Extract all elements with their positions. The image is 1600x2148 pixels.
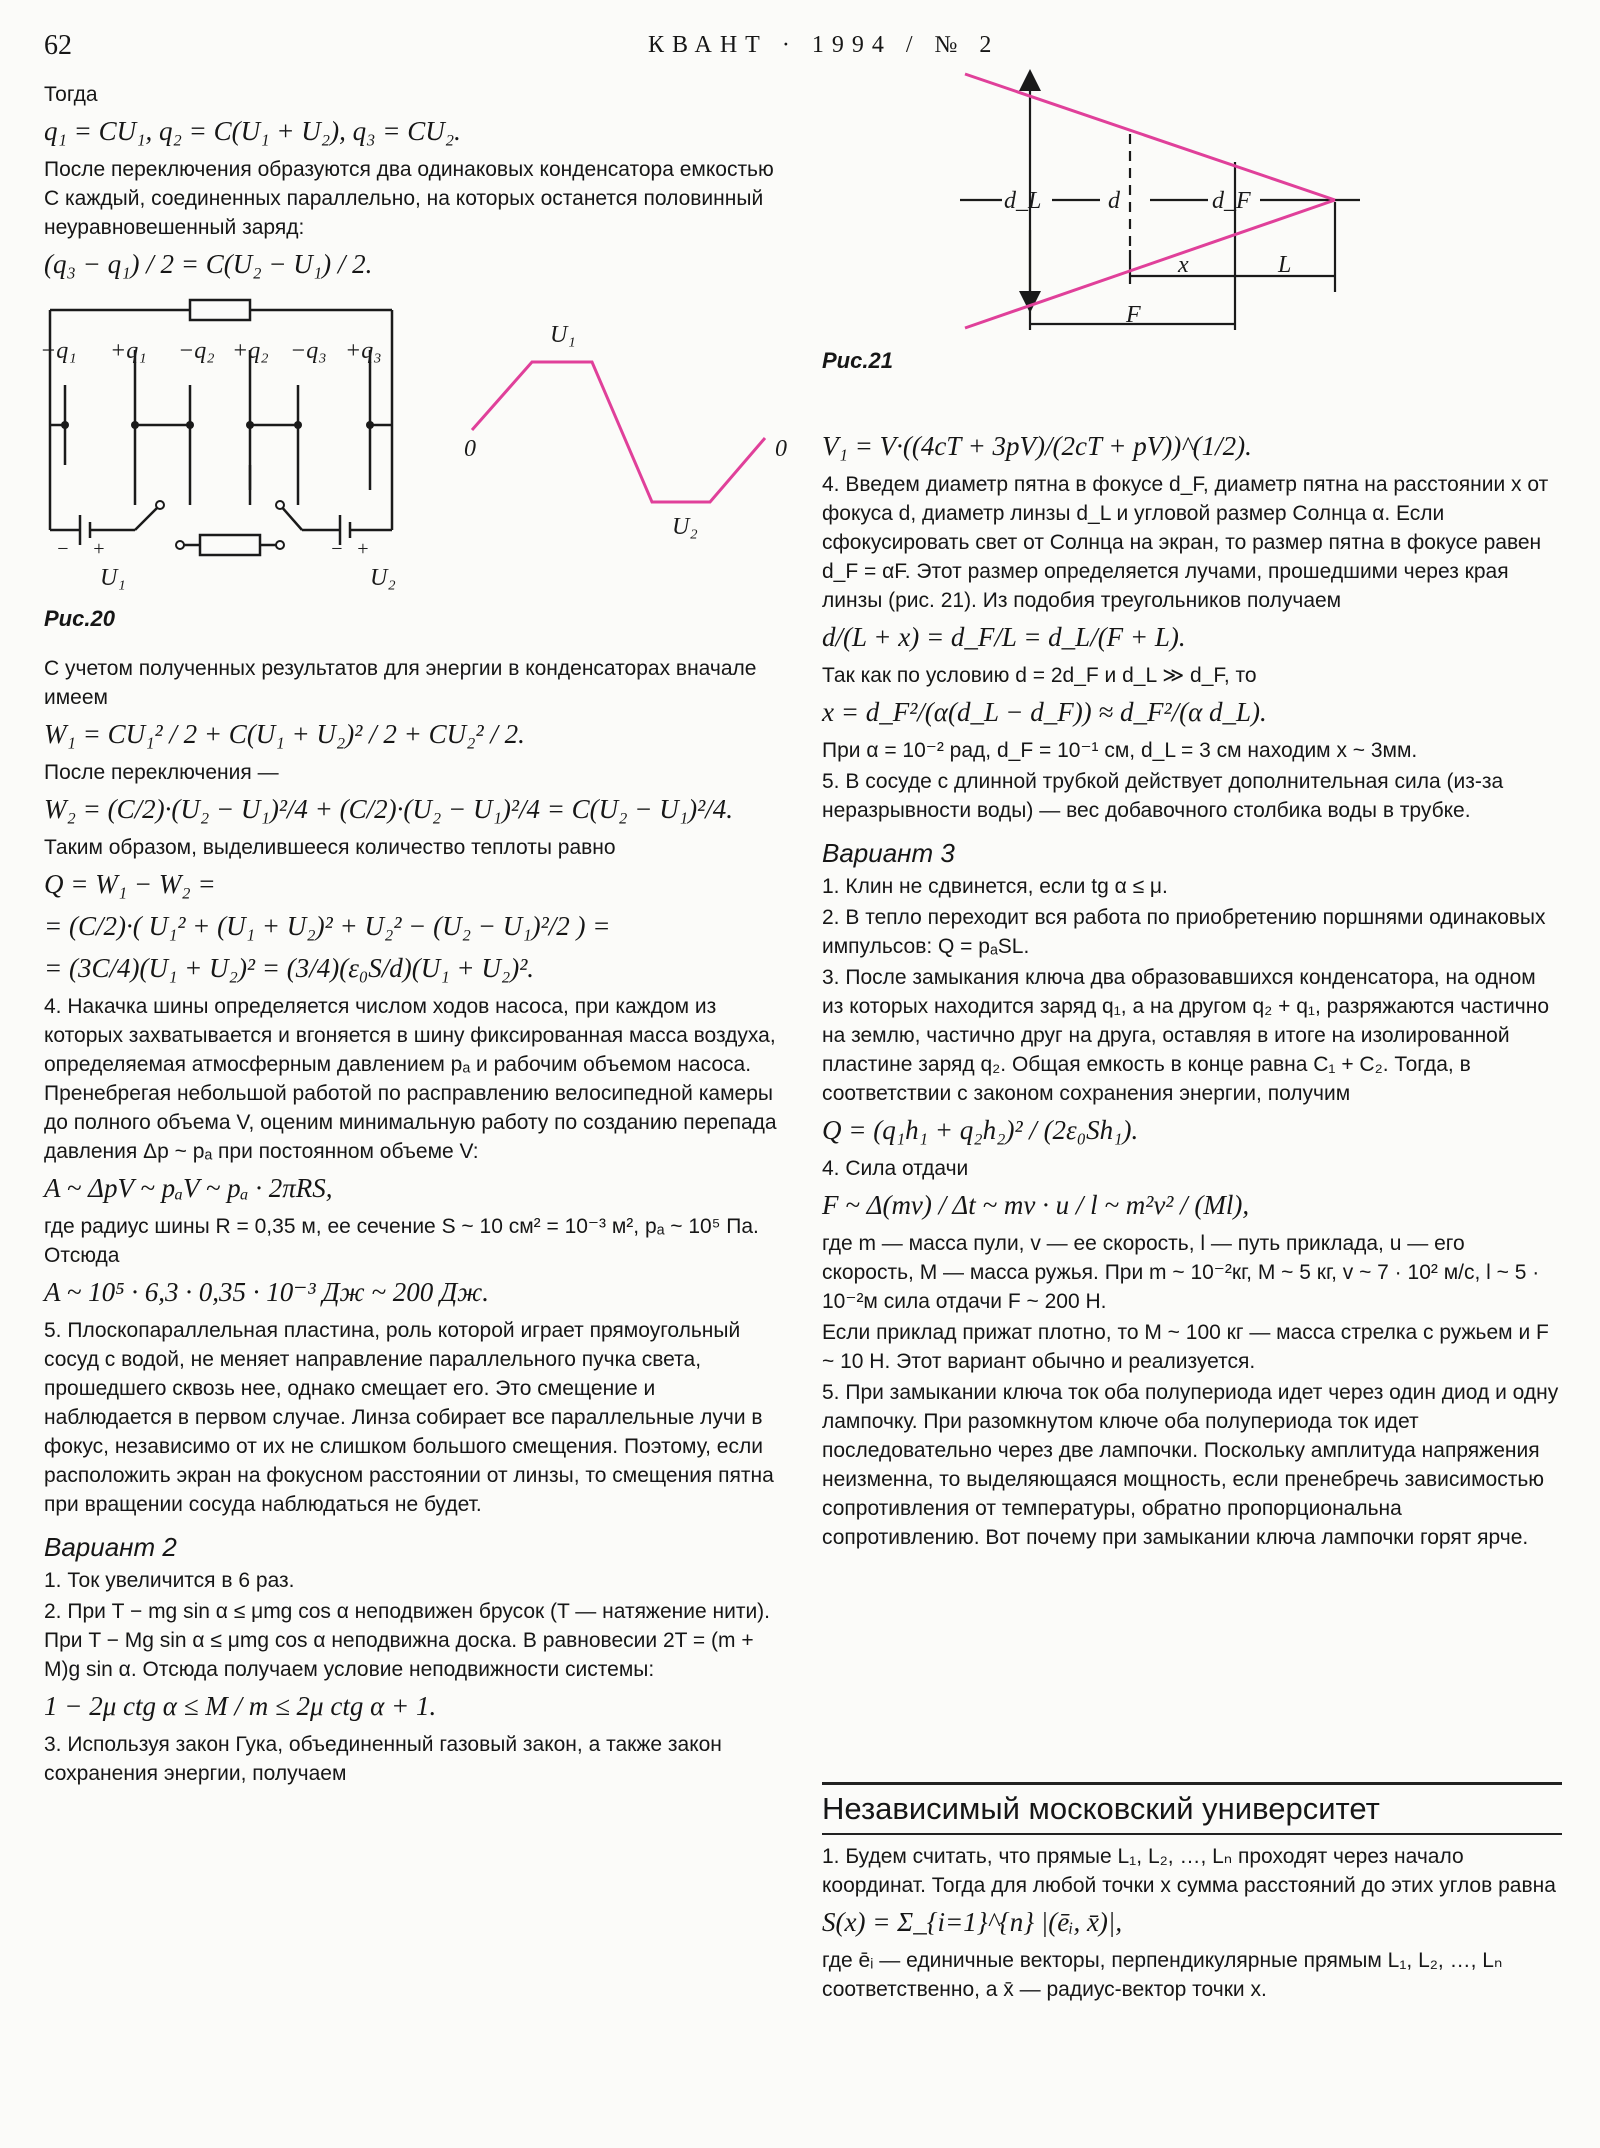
formula: Q = W₁ − W₂ = xyxy=(44,869,216,899)
svg-text:+: + xyxy=(92,538,106,560)
formula: W₁ = CU₁² / 2 + C(U₁ + U₂)² / 2 + CU₂² / 2. xyxy=(44,719,525,749)
figure-20-caption: Рис.20 xyxy=(44,606,115,631)
resistor-top xyxy=(190,300,250,320)
paragraph: 4. Введем диаметр пятна в фокусе d_F, диаметр пятна на расстоянии x от фокуса d, диаметр линзы d_L и угловой размер Солнца α. Если сфокусировать свет от Солнца на экран, то размер пятна в фокусе равен d_F = αF. Этот размер определяется лучами, прошедшими через края линзы (рис. 21). Из подобия треугольников получаем xyxy=(822,473,1549,612)
paragraph: С учетом полученных результатов для энергии в конденсаторах вначале имеем xyxy=(44,657,757,709)
paragraph: 1. Ток увеличится в 6 раз. xyxy=(44,1569,295,1592)
plate-label: −q₁ xyxy=(40,338,77,364)
optics-label: d xyxy=(1108,188,1120,214)
running-title: КВАНТ · 1994 / № 2 xyxy=(648,32,1000,58)
left-column-main xyxy=(44,654,779,1790)
paragraph: 1. Будем считать, что прямые L₁, L₂, …, Lₙ проходят через начало координат. Тогда для любой точки x сумма расстояний до этих углов равна xyxy=(822,1845,1556,1897)
formula: W₂ = (C/2)·(U₂ − U₁)²/4 + (C/2)·(U₂ − U₁)²/4 = C(U₂ − U₁)²/4. xyxy=(44,794,733,824)
formula: Q = (q₁h₁ + q₂h₂)² / (2ε₀Sh₁). xyxy=(822,1115,1139,1145)
graph-label: 0 xyxy=(464,436,476,462)
plate-label: −q₂ xyxy=(178,338,215,364)
paragraph: 4. Накачка шины определяется числом ходов насоса, при каждом из которых захватывается и вгоняется в шину фиксированная масса воздуха, определяемая атмосферным давлением pₐ и рабочим объемом насоса. Пренебрегая небольшой работой по расправлению велосипедной камеры до полного объема V, оценим минимальную работу по созданию перепада давления Δp ~ pₐ при постоянном объеме V: xyxy=(44,995,777,1163)
graph-label: 0 xyxy=(775,436,787,462)
formula: d/(L + x) = d_F/L = d_L/(F + L). xyxy=(822,622,1186,652)
formula: q₁ = CU₁, q₂ = C(U₁ + U₂), q₃ = CU₂. xyxy=(44,116,461,146)
formula: A ~ 10⁵ · 6,3 · 0,35 · 10⁻³ Дж ~ 200 Дж. xyxy=(44,1277,490,1307)
right-column xyxy=(822,424,1562,1554)
variant-heading: Вариант 3 xyxy=(822,838,955,868)
paragraph: При α = 10⁻² рад, d_F = 10⁻¹ см, d_L = 3 см находим x ~ 3мм. xyxy=(822,739,1418,762)
figure-21-caption: Рис.21 xyxy=(822,348,893,373)
graph-label: U₂ xyxy=(672,514,698,540)
plate-label: +q₁ xyxy=(110,338,147,364)
paragraph: Таким образом, выделившееся количество теплоты равно xyxy=(44,836,616,859)
paragraph: После переключения образуются два одинаковых конденсатора емкостью C каждый, соединенных параллельно, на которых останется половинный неуравновешенный заряд: xyxy=(44,158,774,239)
formula: = (C/2)·( U₁² + (U₁ + U₂)² + U₂² − (U₂ − U₁)²/2 ) = xyxy=(44,911,611,941)
paragraph: 3. Используя закон Гука, объединенный газовый закон, а также закон сохранения энергии, получаем xyxy=(44,1733,722,1785)
variant-heading: Вариант 2 xyxy=(44,1532,177,1562)
paragraph: 5. Плоскопараллельная пластина, роль которой играет прямоугольный сосуд с водой, не меняет направление параллельного пучка света, прошедшего сквозь нее, однако смещает его. Это смещение и наблюдается в первом случае. Линза собирает все параллельные лучи в фокус, независимо от их не слишком большого смещения. Поэтому, если расположить экран на фокусном расстоянии от линзы, то смещения пятна при вращении сосуда наблюдаться не будет. xyxy=(44,1319,774,1516)
formula: (q₃ − q₁) / 2 = C(U₂ − U₁) / 2. xyxy=(44,249,373,279)
formula: A ~ ΔpV ~ pₐV ~ pₐ · 2πRS, xyxy=(44,1173,333,1203)
figure-20-circuit xyxy=(40,290,800,600)
battery-label: U₁ xyxy=(100,565,126,591)
paragraph: где радиус шины R = 0,35 м, ее сечение S ~ 10 см² = 10⁻³ м², pₐ ~ 10⁵ Па. Отсюда xyxy=(44,1215,759,1267)
paragraph: Если приклад прижат плотно, то M ~ 100 кг — масса стрелка с ружьем и F ~ 10 Н. Этот вариант обычно и реализуется. xyxy=(822,1321,1549,1373)
formula: S(x) = Σ_{i=1}^{n} |(ēᵢ, x̄)|, xyxy=(822,1907,1123,1937)
optics-label: d_F xyxy=(1212,188,1251,214)
svg-text:+: + xyxy=(356,538,370,560)
plate-label: +q₃ xyxy=(345,338,382,364)
formula: = (3C/4)(U₁ + U₂)² = (3/4)(ε₀S/d)(U₁ + U₂)². xyxy=(44,953,535,983)
optics-label: F xyxy=(1126,302,1141,328)
paragraph: где m — масса пули, v — ее скорость, l — путь приклада, u — его скорость, M — масса ружья. При m ~ 10⁻²кг, M ~ 5 кг, v ~ 7 · 10² м/с, l ~ 5 · 10⁻²м сила отдачи F ~ 200 Н. xyxy=(822,1232,1540,1313)
battery-label: U₂ xyxy=(370,565,396,591)
graph-label: U₁ xyxy=(550,322,576,348)
svg-text:−: − xyxy=(330,538,344,560)
paragraph: Тогда xyxy=(44,83,98,106)
plate-label: +q₂ xyxy=(232,338,269,364)
paragraph: 2. При T − mg sin α ≤ μmg cos α неподвижен брусок (T — натяжение нити). При T − Mg sin α ≤ μmg cos α неподвижна доска. В равновесии 2T = (m + M)g sin α. Отсюда получаем условие неподвижности системы: xyxy=(44,1600,771,1681)
resistor-bottom xyxy=(200,535,260,555)
formula: 1 − 2μ ctg α ≤ M / m ≤ 2μ ctg α + 1. xyxy=(44,1691,437,1721)
paragraph: Так как по условию d = 2d_F и d_L ≫ d_F, то xyxy=(822,664,1257,687)
optics-label: d_L xyxy=(1004,188,1042,214)
paragraph: 1. Клин не сдвинется, если tg α ≤ μ. xyxy=(822,875,1168,898)
formula: F ~ Δ(mv) / Δt ~ mv · u / l ~ m²v² / (Ml), xyxy=(822,1190,1250,1220)
paragraph: 2. В тепло переходит вся работа по приобретению поршнями одинаковых импульсов: Q = pₐSL. xyxy=(822,906,1546,958)
left-column-top xyxy=(44,80,774,288)
page-number: 62 xyxy=(44,30,72,61)
svg-text:−: − xyxy=(56,538,70,560)
paragraph: После переключения — xyxy=(44,761,279,784)
formula: x = d_F²/(α(d_L − d_F)) ≈ d_F²/(α d_L). xyxy=(822,697,1267,727)
figure-21-optics xyxy=(960,62,1380,332)
optics-label: x xyxy=(1178,252,1189,278)
paragraph: 3. После замыкания ключа два образовавшихся конденсатора, на одном из которых находится заряд q₁, а на другом q₂ + q₁, разряжаются частично на землю, частично друг на друга, оставляя в итоге на изолированной пластине заряд q₂. Общая емкость в конце равна C₁ + C₂. Тогда, в соответствии с законом сохранения энергии, получим xyxy=(822,966,1550,1105)
optics-label: L xyxy=(1278,252,1292,278)
paragraph: 5. В сосуде с длинной трубкой действует дополнительная сила (из-за неразрывности воды) — вес добавочного столбика воды в трубке. xyxy=(822,770,1504,822)
formula: V₁ = V·((4cT + 3pV)/(2cT + pV))^(1/2). xyxy=(822,431,1252,461)
section-title: Независимый московский университет xyxy=(822,1782,1562,1835)
plate-label: −q₃ xyxy=(290,338,327,364)
bottom-right-column xyxy=(822,1842,1562,2006)
voltage-graph-line xyxy=(472,362,765,502)
paragraph: где ēᵢ — единичные векторы, перпендикулярные прямым L₁, L₂, …, Lₙ соответственно, а x̄ — радиус-вектор точки x. xyxy=(822,1949,1503,2001)
paragraph: 5. При замыкании ключа ток оба полупериода идет через один диод и одну лампочку. При разомкнутом ключе оба полупериода ток идет последовательно через две лампочки. Поскольку амплитуда напряжения неизменна, то выделяющаяся мощность, если пренебречь зависимостью сопротивления от температуры, обратно пропорциональна сопротивлению. Вот почему при замыкании ключа лампочки горят ярче. xyxy=(822,1381,1559,1549)
paragraph: 4. Сила отдачи xyxy=(822,1157,969,1180)
